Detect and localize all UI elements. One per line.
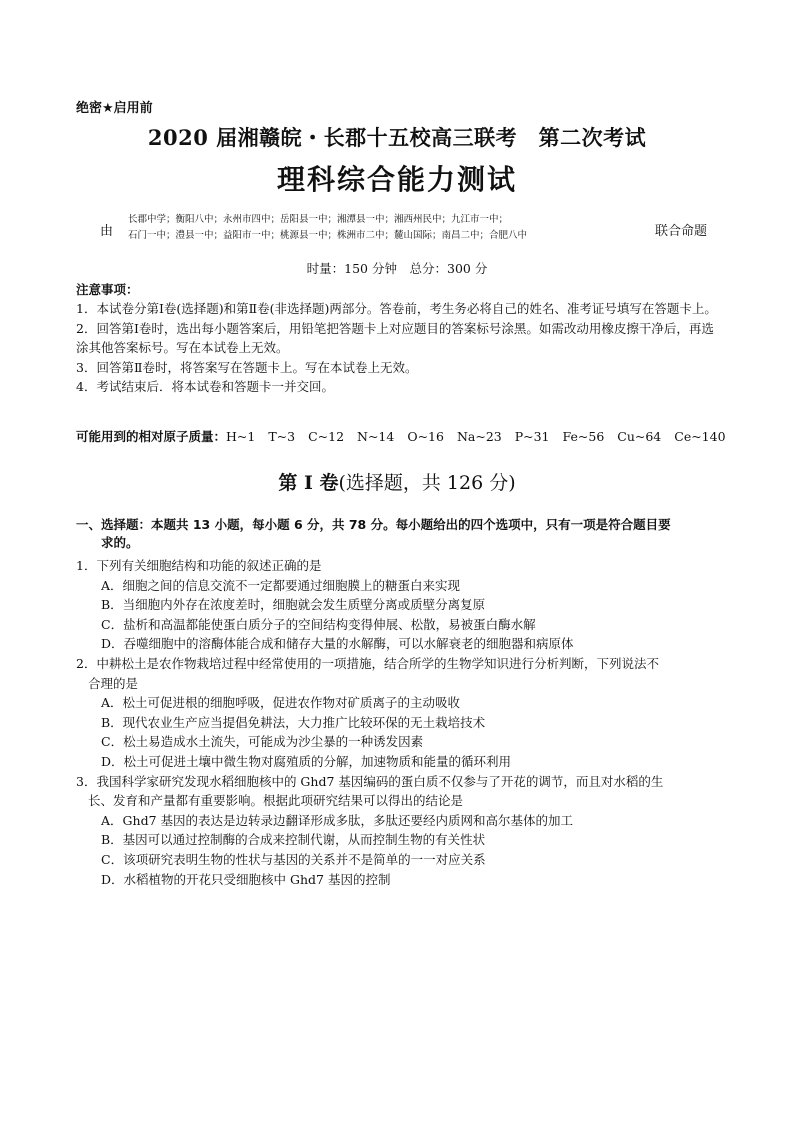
question-3	[76, 772, 728, 890]
section-line-2: 求的。	[101, 535, 139, 550]
notice-title: 注意事项：	[76, 282, 139, 297]
atom-value: H~1	[226, 429, 256, 444]
by-label: 由	[100, 224, 114, 239]
secret-mark: 绝密★启用前	[76, 101, 153, 116]
option-c: C．盐析和高温都能使蛋白质分子的空间结构变得伸展、松散，易被蛋白酶水解	[101, 616, 536, 632]
question-stem-text: 1．下列有关细胞结构和功能的叙述正确的是	[76, 558, 322, 573]
question-stem	[76, 772, 728, 811]
volume-number: 第 I 卷	[278, 472, 339, 494]
atom-value: O~16	[407, 429, 444, 444]
question-stem-text: 3．我国科学家研究发现水稻细胞核中的 Ghd7 基因编码的蛋白质不仅参与了开花的调节，而且对水稻的生	[76, 773, 664, 789]
atom-value: T~3	[268, 429, 296, 444]
option-b: B．现代农业生产应当提倡免耕法，大力推广比较环保的无土栽培技术	[101, 714, 486, 730]
question-stem	[76, 654, 728, 693]
atom-value: Cu~64	[617, 429, 662, 444]
atom-value: Na~23	[456, 429, 502, 444]
atomic-masses	[76, 427, 726, 445]
option-d: D．水稻植物的开花只受细胞核中 Ghd7 基因的控制	[101, 871, 391, 887]
atom-value: Fe~56	[562, 429, 605, 444]
atom-value: N~14	[357, 429, 395, 444]
option-c: C．该项研究表明生物的性状与基因的关系并不是简单的一一对应关系	[101, 851, 486, 867]
time-info: 时量：150 分钟 总分：300 分	[306, 261, 488, 276]
option-a: A．Ghd7 基因的表达是边转录边翻译形成多肽，多肽还要经内质网和高尔基体的加工	[101, 812, 573, 828]
notice-item: 1．本试卷分第Ⅰ卷(选择题)和第Ⅱ卷(非选择题)两部分。答卷前，考生务必将自己的姓名、准考证号填写在答题卡上。	[76, 301, 717, 316]
joint-schools-block	[100, 212, 720, 246]
question-stem-text: 2．中耕松土是农作物栽培过程中经常使用的一项措施，结合所学的生物学知识进行分析判断，下列说法不	[76, 655, 659, 671]
atomic-masses-label: 可能用到的相对原子质量：	[76, 429, 227, 444]
volume-desc: (选择题，共 126 分)	[338, 472, 516, 494]
schools-line-2: 石门一中；澧县一中；益阳市一中；桃源县一中；株洲市二中；麓山国际；南昌二中；合肥八中	[128, 230, 528, 241]
exam-subject-title: 理科综合能力测试	[276, 163, 517, 196]
volume-heading	[0, 468, 794, 495]
notice-item: 2．回答第Ⅰ卷时，选出每小题答案后，用铅笔把答题卡上对应题目的答案标号涂黑。如需改动用橡皮擦干净后，再选涂其他答案标号。写在本试卷上无效。	[76, 320, 714, 355]
exam-title: 2020 届湘赣皖・长郡十五校高三联考 第二次考试	[147, 125, 647, 150]
notice-item: 4．考试结束后．将本试卷和答题卡一并交回。	[76, 379, 334, 394]
section-line-1: 一、选择题：本题共 13 小题，每小题 6 分，共 78 分。每小题给出的四个选项中，只有一项是符合题目要	[76, 517, 671, 532]
option-a: A．松土可促进根的细胞呼吸，促进农作物对矿质离子的主动吸收	[101, 695, 461, 711]
option-c: C．松土易造成水土流失，可能成为沙尘暴的一种诱发因素	[101, 734, 424, 750]
notice-list	[76, 299, 726, 397]
question-2	[76, 654, 728, 772]
option-d: D．松土可促进土壤中微生物对腐殖质的分解，加速物质和能量的循环利用	[101, 753, 512, 769]
question-list	[76, 556, 728, 889]
question-stem	[76, 556, 728, 576]
section-instruction	[76, 516, 728, 552]
schools-line-1: 长郡中学；衡阳八中；永州市四中；岳阳县一中；湘潭县一中；湘西州民中；九江市一中；	[128, 214, 509, 225]
option-b: B．当细胞内外存在浓度差时，细胞就会发生质壁分离或质壁分离复原	[101, 597, 486, 613]
notice-item: 3．回答第Ⅱ卷时，将答案写在答题卡上。写在本试卷上无效。	[76, 359, 418, 375]
atom-value: C~12	[308, 429, 345, 444]
question-stem-continuation: 长、发育和产量都有重要影响。根据此项研究结果可以得出的结论是	[88, 793, 464, 809]
option-b: B．基因可以通过控制酶的合成来控制代谢，从而控制生物的有关性状	[101, 832, 486, 848]
question-1	[76, 556, 728, 654]
question-stem-continuation: 合理的是	[88, 675, 139, 691]
atom-value: P~31	[514, 429, 550, 444]
joint-label: 联合命题	[655, 224, 708, 239]
atom-value: Ce~140	[674, 429, 726, 444]
option-a: A．细胞之间的信息交流不一定都要通过细胞膜上的糖蛋白来实现	[101, 577, 461, 593]
option-d: D．吞噬细胞中的溶酶体能合成和储存大量的水解酶，可以水解衰老的细胞器和病原体	[101, 636, 574, 652]
schools-list	[128, 212, 648, 244]
